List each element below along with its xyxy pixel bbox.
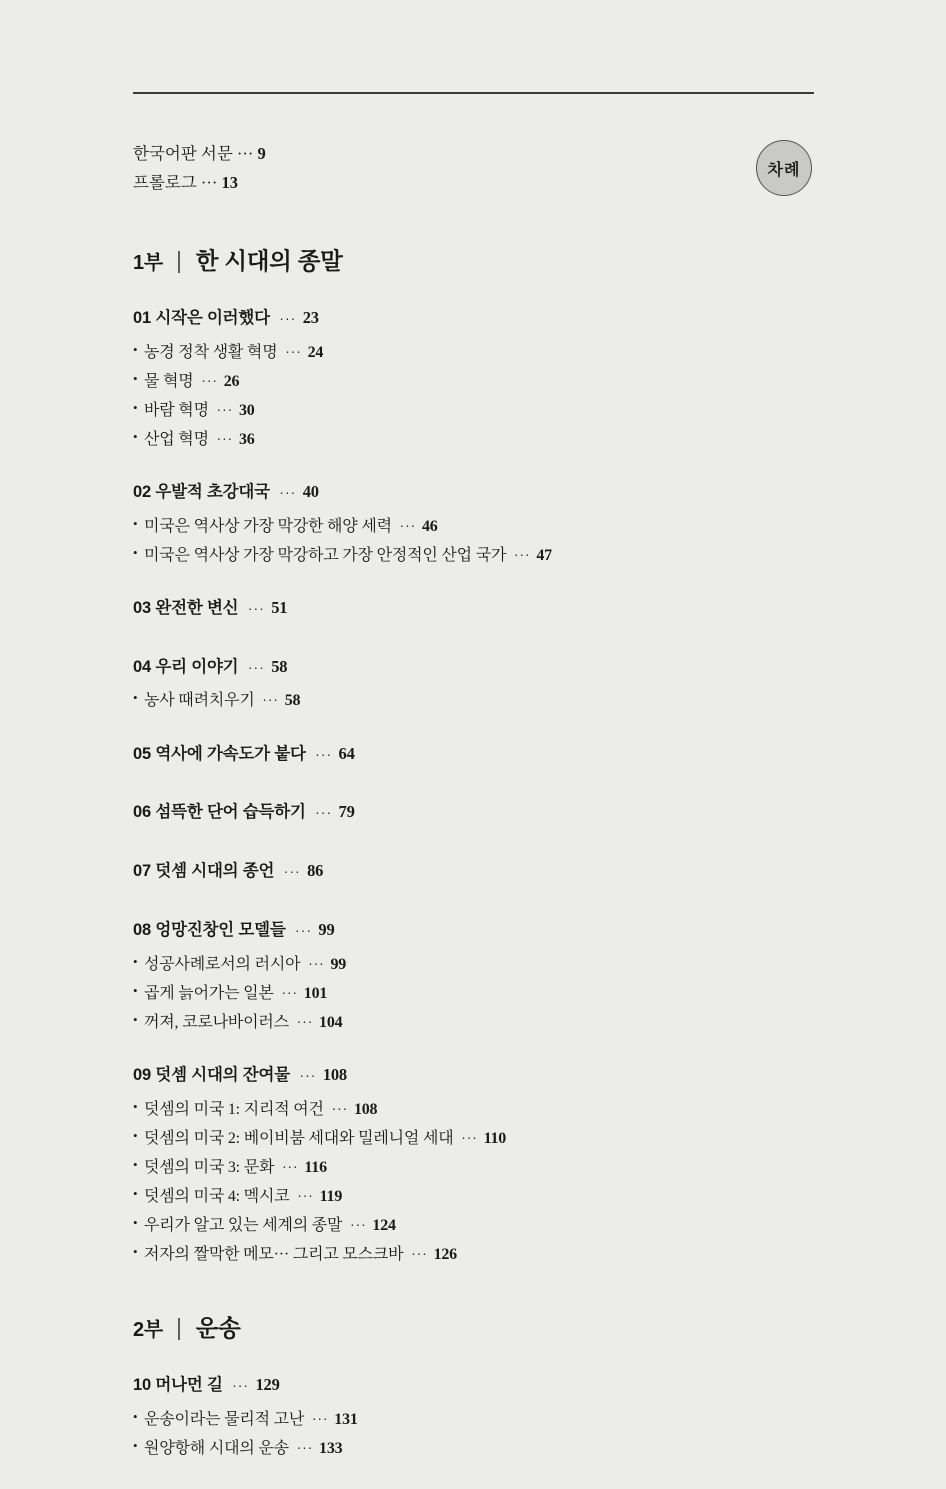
part-divider: | <box>175 246 182 273</box>
chapter-page: 86 <box>307 861 324 881</box>
entry-title: 바람 혁명 <box>144 401 209 419</box>
header-rule <box>133 92 814 94</box>
chapter-title: 07 덧셈 시대의 종언 <box>133 862 275 881</box>
chapter-block <box>133 480 823 570</box>
chapter-heading[interactable] <box>133 1063 823 1088</box>
part-section-2 <box>133 1309 823 1463</box>
chapter-heading[interactable] <box>133 596 823 621</box>
leader-dots: ··· <box>216 402 234 418</box>
chapter-heading[interactable] <box>133 859 823 884</box>
leader-dots: ··· <box>285 344 302 360</box>
chapter-page: 40 <box>302 481 319 501</box>
list-item[interactable] <box>133 979 823 1008</box>
entry-title: 저자의 짤막한 메모··· 그리고 모스크바 <box>144 1246 404 1264</box>
chapter-badge-label: 차례 <box>767 161 801 179</box>
entry-page: 47 <box>536 546 552 564</box>
leader-dots: ··· <box>236 144 254 163</box>
subsection-list <box>133 338 823 454</box>
list-item[interactable] <box>133 1182 823 1211</box>
leader-dots: ··· <box>296 1014 314 1030</box>
leader-dots: ··· <box>296 1441 314 1457</box>
entry-page: 99 <box>330 955 347 973</box>
entry-title: 프롤로그 <box>133 172 197 192</box>
chapter-page: 64 <box>338 743 355 763</box>
entry-title: 미국은 역사상 가장 막강하고 가장 안정적인 산업 국가 <box>144 546 507 564</box>
chapter-block <box>133 596 823 621</box>
toc-content <box>133 140 823 1489</box>
chapter-page: 23 <box>302 307 319 327</box>
entry-title: 원양항해 시대의 운송 <box>144 1440 289 1458</box>
leader-dots: ··· <box>201 373 218 389</box>
list-item[interactable] <box>133 950 823 979</box>
chapter-heading[interactable] <box>133 306 823 331</box>
bullet-icon: • <box>133 953 138 969</box>
entry-page: 101 <box>303 984 328 1002</box>
leader-dots: ··· <box>279 309 297 326</box>
entry-title: 덧셈의 미국 2: 베이비붐 세대와 밀레니얼 세대 <box>144 1129 454 1147</box>
subsection-list <box>133 686 823 715</box>
part-title: 운송 <box>195 1315 241 1342</box>
entry-page: 58 <box>284 692 301 710</box>
bullet-icon: • <box>133 1244 138 1260</box>
bullet-icon: • <box>133 1011 138 1027</box>
entry-title: 성공사례로서의 러시아 <box>144 955 301 973</box>
chapter-title: 10 머나먼 길 <box>133 1376 223 1395</box>
bullet-icon: • <box>133 1098 138 1114</box>
list-item[interactable] <box>133 512 823 541</box>
subsection-list <box>133 950 823 1037</box>
list-item[interactable] <box>133 1153 823 1182</box>
list-item[interactable] <box>133 338 823 367</box>
list-item[interactable] <box>133 1124 823 1153</box>
leader-dots: ··· <box>279 483 297 500</box>
bullet-icon: • <box>133 399 138 415</box>
chapter-block <box>133 800 823 825</box>
list-item[interactable] <box>133 1008 823 1037</box>
entry-page: 124 <box>372 1217 396 1235</box>
leader-dots: ··· <box>461 1130 478 1146</box>
chapter-heading[interactable] <box>133 918 823 943</box>
bullet-icon: • <box>133 1215 138 1231</box>
leader-dots: ··· <box>315 745 333 762</box>
entry-page: 104 <box>319 1013 343 1031</box>
chapter-title: 08 엉망진창인 모델들 <box>133 920 286 939</box>
leader-dots: ··· <box>297 1188 314 1204</box>
entry-title: 산업 혁명 <box>144 430 209 448</box>
chapter-title: 06 섬뜩한 단어 습득하기 <box>133 803 306 822</box>
part-number: 2부 <box>133 1319 163 1342</box>
bullet-icon: • <box>133 690 138 706</box>
chapter-page: 99 <box>318 919 335 939</box>
leader-dots: ··· <box>411 1247 428 1263</box>
part-divider: | <box>175 1314 182 1341</box>
chapter-title: 01 시작은 이러했다 <box>133 308 270 327</box>
entry-page: 26 <box>223 372 240 390</box>
bullet-icon: • <box>133 370 138 386</box>
bullet-icon: • <box>133 1438 138 1454</box>
list-item[interactable] <box>133 541 823 570</box>
entry-title: 물 혁명 <box>144 372 194 390</box>
bullet-icon: • <box>133 1409 138 1424</box>
list-item[interactable] <box>133 1211 823 1240</box>
leader-dots: ··· <box>350 1218 367 1234</box>
bullet-icon: • <box>133 341 138 357</box>
part-number: 1부 <box>133 251 163 274</box>
list-item[interactable] <box>133 1095 823 1124</box>
bullet-icon: • <box>133 1127 138 1143</box>
entry-page: 110 <box>483 1129 507 1147</box>
chapter-page: 51 <box>271 597 288 617</box>
leader-dots: ··· <box>311 1412 329 1427</box>
chapter-title: 04 우리 이야기 <box>133 657 239 676</box>
entry-title: 한국어판 서문 <box>133 144 233 163</box>
chapter-title: 09 덧셈 시대의 잔여물 <box>133 1065 291 1084</box>
chapter-page: 58 <box>271 656 288 676</box>
front-matter-list <box>133 140 823 198</box>
entry-page: 108 <box>353 1100 378 1118</box>
chapter-block <box>133 655 823 716</box>
subsection-list <box>133 1095 823 1270</box>
entry-page: 131 <box>334 1411 358 1428</box>
bullet-icon: • <box>133 515 138 531</box>
subsection-list <box>133 512 823 570</box>
list-item[interactable] <box>133 686 823 715</box>
list-item[interactable] <box>133 367 823 396</box>
chapter-title: 03 완전한 변신 <box>133 598 239 617</box>
leader-dots: ··· <box>262 693 279 709</box>
chapter-page: 108 <box>322 1064 347 1084</box>
leader-dots: ··· <box>283 863 301 880</box>
chapter-page: 79 <box>338 802 355 822</box>
entry-page: 24 <box>307 343 324 361</box>
entry-page: 36 <box>238 430 255 448</box>
entry-page: 13 <box>221 172 238 192</box>
chapter-heading[interactable] <box>133 1373 823 1398</box>
leader-dots: ··· <box>299 1066 317 1083</box>
list-item[interactable] <box>133 425 823 454</box>
entry-page: 30 <box>238 401 255 419</box>
entry-title: 운송이라는 물리적 고난 <box>144 1411 305 1428</box>
entry-page: 126 <box>433 1246 457 1264</box>
leader-dots: ··· <box>315 804 333 821</box>
chapter-block <box>133 918 823 1037</box>
entry-page: 116 <box>304 1158 327 1176</box>
leader-dots: ··· <box>216 431 234 447</box>
chapter-block <box>133 1063 823 1269</box>
entry-page: 46 <box>421 517 438 535</box>
bullet-icon: • <box>133 428 138 444</box>
entry-title: 미국은 역사상 가장 막강한 해양 세력 <box>144 517 392 535</box>
chapter-block <box>133 859 823 884</box>
chapter-heading[interactable] <box>133 655 823 680</box>
bullet-icon: • <box>133 982 138 998</box>
entry-page: 133 <box>319 1440 343 1458</box>
chapter-heading[interactable] <box>133 480 823 505</box>
entry-page: 9 <box>257 144 266 163</box>
leader-dots: ··· <box>282 1159 299 1175</box>
bullet-icon: • <box>133 544 138 560</box>
part-heading-1 <box>133 242 823 276</box>
entry-title: 농사 때려치우기 <box>144 692 255 710</box>
chapter-block <box>133 742 823 767</box>
entry-title: 농경 정착 생활 혁명 <box>144 343 278 361</box>
entry-title: 우리가 알고 있는 세계의 종말 <box>144 1217 343 1235</box>
leader-dots: ··· <box>281 985 298 1001</box>
bullet-icon: • <box>133 1156 138 1172</box>
part-heading-2 <box>133 1309 823 1343</box>
leader-dots: ··· <box>399 518 417 534</box>
entry-title: 덧셈의 미국 3: 문화 <box>144 1158 275 1176</box>
leader-dots: ··· <box>200 172 218 192</box>
chapter-page: 129 <box>255 1375 280 1395</box>
entry-title: 덧셈의 미국 4: 멕시코 <box>144 1187 290 1205</box>
entry-title: 꺼져, 코로나바이러스 <box>144 1013 289 1031</box>
list-item[interactable] <box>133 396 823 425</box>
leader-dots: ··· <box>232 1377 250 1394</box>
chapter-heading[interactable] <box>133 742 823 767</box>
subsection-list <box>133 1405 823 1463</box>
leader-dots: ··· <box>295 921 313 938</box>
entry-title: 덧셈의 미국 1: 지리적 여건 <box>144 1100 324 1118</box>
bullet-icon: • <box>133 1185 138 1201</box>
entry-page: 119 <box>319 1187 343 1205</box>
leader-dots: ··· <box>247 658 265 675</box>
leader-dots: ··· <box>247 599 265 616</box>
list-item[interactable] <box>133 1240 823 1269</box>
list-item[interactable] <box>133 169 823 198</box>
list-item[interactable] <box>133 1434 823 1463</box>
chapter-title: 05 역사에 가속도가 붙다 <box>133 744 306 763</box>
chapter-block <box>133 306 823 454</box>
chapter-title: 02 우발적 초강대국 <box>133 482 270 501</box>
chapter-block <box>133 1373 823 1463</box>
list-item[interactable] <box>133 140 823 169</box>
part-title: 한 시대의 종말 <box>195 247 343 274</box>
leader-dots: ··· <box>308 956 325 972</box>
leader-dots: ··· <box>514 547 531 563</box>
list-item[interactable] <box>133 1405 823 1434</box>
leader-dots: ··· <box>331 1101 349 1117</box>
chapter-heading[interactable] <box>133 800 823 825</box>
entry-title: 곱게 늙어가는 일본 <box>144 984 274 1002</box>
